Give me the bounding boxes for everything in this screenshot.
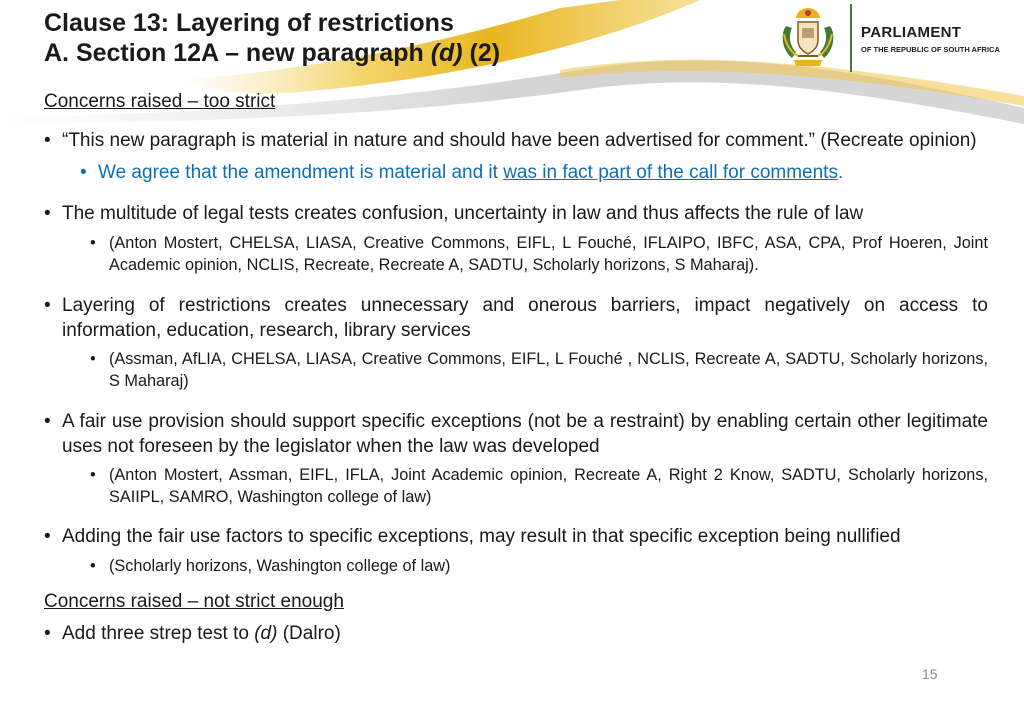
bullet-item	[44, 621, 988, 646]
parliament-logo	[776, 4, 1000, 74]
sub-bullet-sources	[44, 464, 988, 508]
bullet-item	[44, 409, 988, 459]
section-heading-not-strict-enough: Concerns raised – not strict enough	[44, 591, 344, 612]
title-line-2-suffix: (2)	[462, 39, 501, 67]
bullet-dot: •	[90, 234, 96, 252]
title-line-2-italic: (d)	[430, 39, 463, 67]
bullet-dot: •	[90, 466, 96, 484]
bullet-text-italic: (d)	[254, 623, 278, 644]
slide-body	[44, 90, 988, 646]
sources-text: (Anton Mostert, CHELSA, LIASA, Creative Commons, EIFL, L Fouché, IFLAIPO, IBFC, ASA, CPA, Prof Hoeren, Joint Academic opinion, NCLIS, Recreate, Recreate A, SADTU, Scholarly horizons, S Maharaj).	[109, 234, 988, 274]
sources-text: (Assman, AfLIA, CHELSA, LIASA, Creative Commons, EIFL, L Fouché , NCLIS, Recreate A, SADTU, Scholarly horizons, S Maharaj)	[109, 350, 988, 390]
bullet-text: The multitude of legal tests creates confusion, uncertainty in law and thus affects the rule of law	[62, 203, 864, 224]
bullet-dot: •	[90, 557, 96, 575]
bullet-item	[44, 201, 988, 226]
sub-bullet-response	[44, 160, 988, 185]
page-number: 15	[922, 666, 938, 682]
bullet-text: Layering of restrictions creates unnecessary and onerous barriers, impact negatively on access to information, education, research, library services	[62, 295, 988, 341]
title-line-1: Clause 13: Layering of restrictions	[44, 9, 454, 37]
section-heading-too-strict: Concerns raised – too strict	[44, 91, 276, 112]
bullet-item	[44, 128, 988, 153]
logo-subtitle: OF THE REPUBLIC OF SOUTH AFRICA	[861, 45, 1000, 54]
bullet-item	[44, 293, 988, 343]
logo-name: PARLIAMENT	[861, 24, 962, 41]
call-for-comments-link[interactable]: was in fact part of the call for comments	[503, 162, 838, 183]
slide-title	[44, 8, 500, 68]
bullet-dot: •	[44, 130, 51, 151]
sub-bullet-sources	[44, 348, 988, 392]
bullet-dot: •	[44, 411, 51, 432]
title-line-2	[44, 39, 500, 67]
title-line-2-text: A. Section 12A – new paragraph	[44, 39, 431, 67]
logo-divider	[850, 4, 852, 72]
sub-bullet-sources	[44, 555, 988, 577]
bullet-text: “This new paragraph is material in nature and should have been advertised for comment.” (Recreate opinion)	[62, 130, 977, 151]
bullet-dot: •	[44, 623, 51, 644]
bullet-text: Add three strep test to	[62, 623, 255, 644]
response-suffix: .	[837, 162, 844, 183]
response-text: We agree that the amendment is material and it	[98, 162, 504, 183]
bullet-item	[44, 524, 988, 549]
bullet-dot: •	[90, 350, 96, 368]
bullet-dot: •	[44, 295, 51, 316]
sources-text: (Scholarly horizons, Washington college of law)	[109, 557, 451, 575]
sources-text: (Anton Mostert, Assman, EIFL, IFLA, Joint Academic opinion, Recreate A, Right 2 Know, SADTU, Scholarly horizons, SAIIPL, SAMRO, Washington college of law)	[109, 466, 988, 506]
bullet-text: Adding the fair use factors to specific exceptions, may result in that specific exception being nullified	[62, 526, 901, 547]
bullet-dot: •	[44, 526, 51, 547]
bullet-dot: •	[44, 203, 51, 224]
bullet-text: A fair use provision should support specific exceptions (not be a restraint) by enabling certain other legitimate uses not foreseen by the legislator when the law was developed	[62, 411, 988, 457]
sub-bullet-sources	[44, 232, 988, 276]
bullet-text-suffix: (Dalro)	[277, 623, 341, 644]
bullet-dot: •	[80, 162, 87, 183]
coat-of-arms-icon	[776, 4, 840, 70]
